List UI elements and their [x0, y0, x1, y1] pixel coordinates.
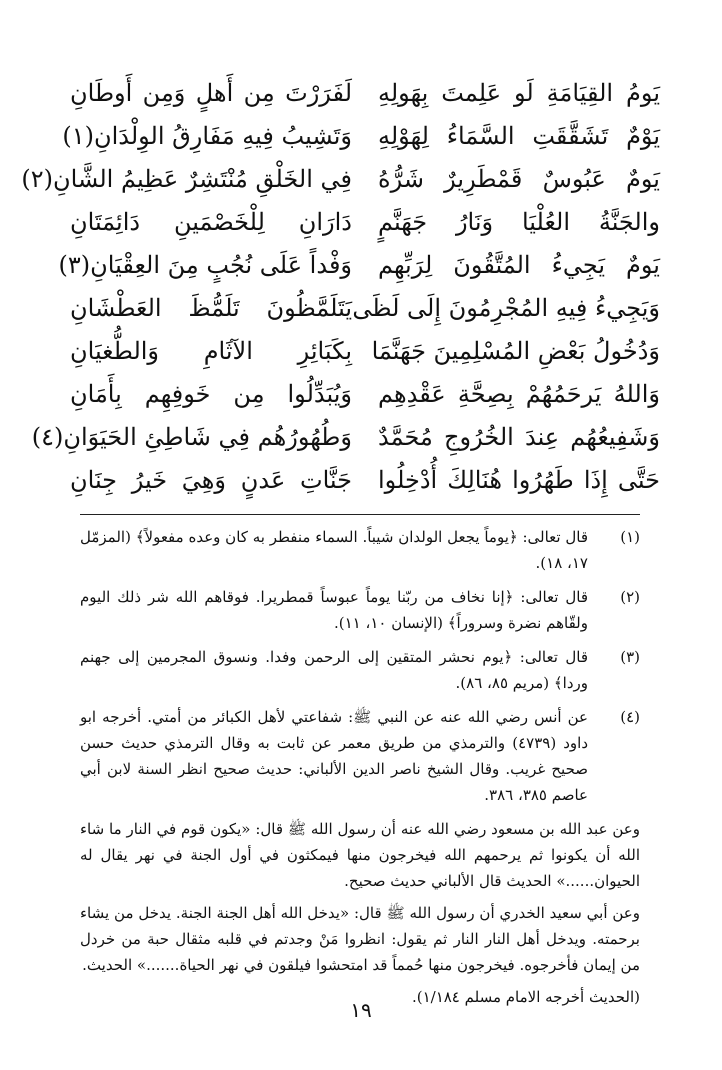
verse-first-hemistich: يَومُ القِيَامَةِ لَو عَلِمتَ بِهَولِهِ: [378, 79, 660, 107]
footnote-text: قال تعالى: ﴿يوم نحشر المتقين إلى الرحمن وفدا. ونسوق المجرمين إلى جهنم وردا﴾ (مريم ٨٥، ٨٦).: [80, 648, 588, 692]
verse-first-hemistich: حَتَّى إِذَا طَهُرُوا هُنَالِكَ أُدْخِلُوا: [378, 466, 660, 494]
footnote: [80, 644, 640, 696]
footnote-separator: [80, 514, 640, 515]
verse-first-hemistich: والجَنَّةُ العُلْيَا وَنَارُ جَهَنَّمٍ: [378, 208, 660, 236]
verse-second-hemistich: وَتَشِيبُ فِيهِ مَفَارِقُ الوِلْدَانِ(١): [62, 122, 352, 150]
verse-first-hemistich: يَومٌ يَجِيءُ المُتَّقُونَ لِرَبِّهِم: [378, 251, 660, 279]
verse-line: [58, 244, 660, 287]
verse-first-hemistich: وَاللهُ يَرحَمُهُمْ بِصِحَّةِ عَقْدِهِم: [378, 380, 660, 408]
verse-second-hemistich: فِي الخَلْقِ مُنْتَشِرٌ عَظِيمُ الشَّانِ(٢): [21, 165, 352, 193]
verse-line: [70, 72, 660, 115]
verse-second-hemistich: دَارَانِ لِلْخَصْمَينِ دَائِمَتَانِ: [70, 208, 352, 236]
verse-line: [70, 373, 660, 416]
poem: [21, 72, 660, 502]
verse-line: [31, 416, 660, 459]
hadith-paragraph: وعن أبي سعيد الخدري أن رسول الله ﷺ قال: «يدخل الله أهل الجنة الجنة. يدخل من يشاء برحمته. ويدخل أهل النار النار ثم يقول: انظروا مَنْ وجدتم في قلبه مثقال حبة من خردل من إيمان فأخرجوه. فيخرجون منها حُمماً قد امتحشوا فيلقون في نهر الحياة.......» الحديث.: [80, 904, 640, 974]
footnote: [80, 524, 640, 576]
verse-first-hemistich: يَوْمٌ تَشَقَّقَتِ السَّمَاءُ لِهَوْلِهِ: [378, 122, 660, 150]
hadith-paragraph: وعن عبد الله بن مسعود رضي الله عنه أن رسول الله ﷺ قال: «يكون قوم في النار ما شاء الله أن يكونوا ثم يرحمهم الله فيخرجون منها فيمكثون في أول الجنة في نهر يقال له الحيوان......» الحديث قال الألباني حديث صحيح.: [80, 820, 640, 890]
hadith-source: (الحديث أخرجه الامام مسلم ١/١٨٤).: [411, 988, 640, 1006]
verse-second-hemistich: بِكَبَائِرِ الآثَامِ وَالطُّغيَانِ: [70, 337, 352, 365]
footnotes-section: [80, 524, 640, 1010]
footnote-text: قال تعالى: ﴿إنا نخاف من ربّنا يوماً عبوساً قمطريرا. فوقاهم الله شر ذلك اليوم ولقّاهم نضرة وسروراً﴾ (الإنسان ١٠، ١١).: [80, 588, 588, 632]
verse-first-hemistich: وَيَجِيءُ فِيهِ المُجْرِمُونَ إِلَى لَظَى: [352, 294, 660, 322]
verse-first-hemistich: وَشَفِيعُهُم عِندَ الخُرُوجِ مُحَمَّدٌ: [378, 423, 660, 451]
footnote-number: (١): [620, 528, 640, 546]
verse-second-hemistich: وَفْداً عَلَى نُجُبٍ مِنَ العِقْيَانِ(٣): [58, 251, 352, 279]
page-number: ١٩: [350, 998, 372, 1022]
verse-second-hemistich: جَنَّاتِ عَدنٍ وَهِيَ خَيرُ جِنَانِ: [70, 466, 352, 494]
footnote: [80, 704, 640, 808]
verse-line: [70, 459, 660, 502]
verse-first-hemistich: وَدُخُولُ بَعْضِ المُسْلِمِينَ جَهَنَّمَا: [371, 337, 660, 365]
verse-second-hemistich: يَتَلَمَّظُونَ تَلَمُّظَ العَطْشَانِ: [70, 294, 352, 322]
verse-second-hemistich: لَفَرَرْتَ مِن أَهلٍ وَمِن أَوطَانِ: [70, 79, 352, 107]
verse-first-hemistich: يَومٌ عَبُوسٌ قَمْطَرِيرٌ شَرُّهُ: [378, 165, 660, 193]
footnote-text: عن أنس رضي الله عنه عن النبي ﷺ: شفاعتي لأهل الكبائر من أمتي. أخرجه ابو داود (٤٧٣٩) والترمذي من طريق معمر عن ثابت به وقال الترمذي حديث حسن صحيح غريب. وقال الشيخ ناصر الدين الألباني: حديث صحيح انظر السنة لابن أبي عاصم ٣٨٥، ٣٨٦.: [80, 708, 589, 804]
footnote-number: (٢): [620, 588, 640, 606]
footnote-text: قال تعالى: ﴿يوماً يجعل الولدان شيباً. السماء منفطر به كان وعده مفعولاً﴾ (المزمّل ١٧، ١٨).: [80, 528, 588, 572]
verse-line: [21, 158, 660, 201]
verse-line: [70, 201, 660, 244]
verse-line: [62, 115, 660, 158]
footnote: [80, 584, 640, 636]
footnote-number: (٣): [620, 648, 640, 666]
verse-line: [70, 287, 660, 330]
verse-second-hemistich: وَطُهُورُهُم فِي شَاطِئِ الحَيَوَانِ(٤): [31, 423, 352, 451]
verse-second-hemistich: وَيُبَدِّلُوا مِن خَوفِهِم بِأَمَانِ: [70, 380, 352, 408]
footnote-number: (٤): [620, 708, 640, 726]
verse-line: [70, 330, 660, 373]
